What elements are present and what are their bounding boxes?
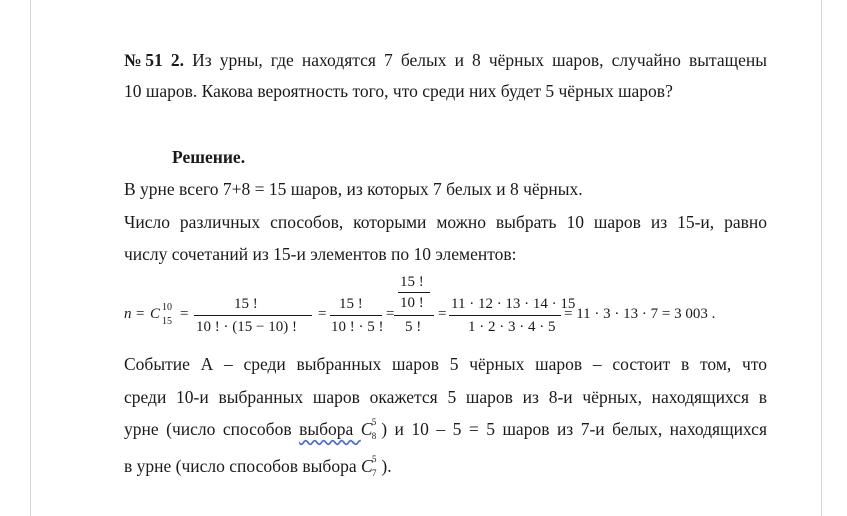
frac2-bar <box>330 315 382 316</box>
formula-c-sub: 15 <box>162 316 172 327</box>
formula-eq-5: = <box>438 306 447 322</box>
spellcheck-word-vybora[interactable] <box>299 419 381 439</box>
frac2-denominator: 10 ! · 5 ! <box>331 319 384 335</box>
problem-text-1: Из урны, где находятся 7 белых и 8 чёрных шаров, случайно вытащены <box>184 50 767 70</box>
frac3-bar <box>394 315 434 316</box>
solution-heading: Решение. <box>172 147 246 167</box>
frac3-inner-numerator: 15 ! <box>400 274 424 290</box>
problem-number: №51 2. <box>124 50 184 70</box>
comb-7-sup: 5 <box>371 454 377 464</box>
event-line-4-start: в урне (число способов выбора <box>124 456 361 476</box>
event-line-3 <box>124 419 767 439</box>
frac4-numerator: 11 · 12 · 13 · 14 · 15 <box>451 296 576 312</box>
frac1-numerator: 15 ! <box>234 296 258 312</box>
combination-c-7-5 <box>361 456 381 476</box>
solution-line-1: В урне всего 7+8 = 15 шаров, из которых 7 белых и 8 чёрных. <box>124 179 583 199</box>
frac4-denominator: 1 · 2 · 3 · 4 · 5 <box>468 319 556 335</box>
formula-result: = 11 · 3 · 13 · 7 = 3 003 . <box>564 306 716 322</box>
solution-line-3: числу сочетаний из 15-и элементов по 10 элементов: <box>124 244 517 264</box>
combination-c-8-5 <box>361 419 381 439</box>
solution-line-2: Число различных способов, которыми можно выбрать 10 шаров из 15-и, равно <box>124 212 767 232</box>
frac2-numerator: 15 ! <box>339 296 363 312</box>
formula-eq-2: = <box>180 306 189 322</box>
formula-eq-4: = <box>386 306 395 322</box>
event-line-4 <box>124 456 392 476</box>
formula-c-sup: 10 <box>162 302 172 313</box>
event-line-1: Событие А – среди выбранных шаров 5 чёрных шаров – состоит в том, что <box>124 354 767 374</box>
frac3-denominator: 5 ! <box>405 319 422 335</box>
event-line-2: среди 10-и выбранных шаров окажется 5 шаров из 8-и чёрных, находящихся в <box>124 387 767 407</box>
page-edge-right <box>821 0 822 516</box>
comb-8-sup: 5 <box>371 417 377 427</box>
combination-formula <box>124 272 724 344</box>
formula-eq-3: = <box>318 306 327 322</box>
comb-8-sub: 8 <box>371 431 377 441</box>
problem-line-2: 10 шаров. Какова вероятность того, что среди них будет 5 чёрных шаров? <box>124 81 673 101</box>
frac4-bar <box>449 315 561 316</box>
event-line-3-end: ) и 10 – 5 = 5 шаров из 7-и белых, находящихся <box>381 419 767 439</box>
frac3-inner-denominator: 10 ! <box>400 295 424 311</box>
formula-n: n <box>124 306 132 322</box>
comb-7-sub: 7 <box>371 468 377 478</box>
formula-c: C <box>150 306 161 322</box>
page-edge-left <box>30 0 31 516</box>
frac3-inner-bar <box>398 292 430 293</box>
event-line-3-start: урне (число способов <box>124 419 300 439</box>
event-line-4-end: ). <box>381 456 392 476</box>
problem-line-1 <box>124 50 767 70</box>
formula-eq-1: = <box>136 306 145 322</box>
comb-8-letter: C <box>360 419 373 439</box>
frac1-denominator: 10 ! · (15 − 10) ! <box>196 319 297 335</box>
event-line-3-word: выбора <box>299 419 354 439</box>
comb-7-letter: C <box>360 456 373 476</box>
frac1-bar <box>194 315 312 316</box>
